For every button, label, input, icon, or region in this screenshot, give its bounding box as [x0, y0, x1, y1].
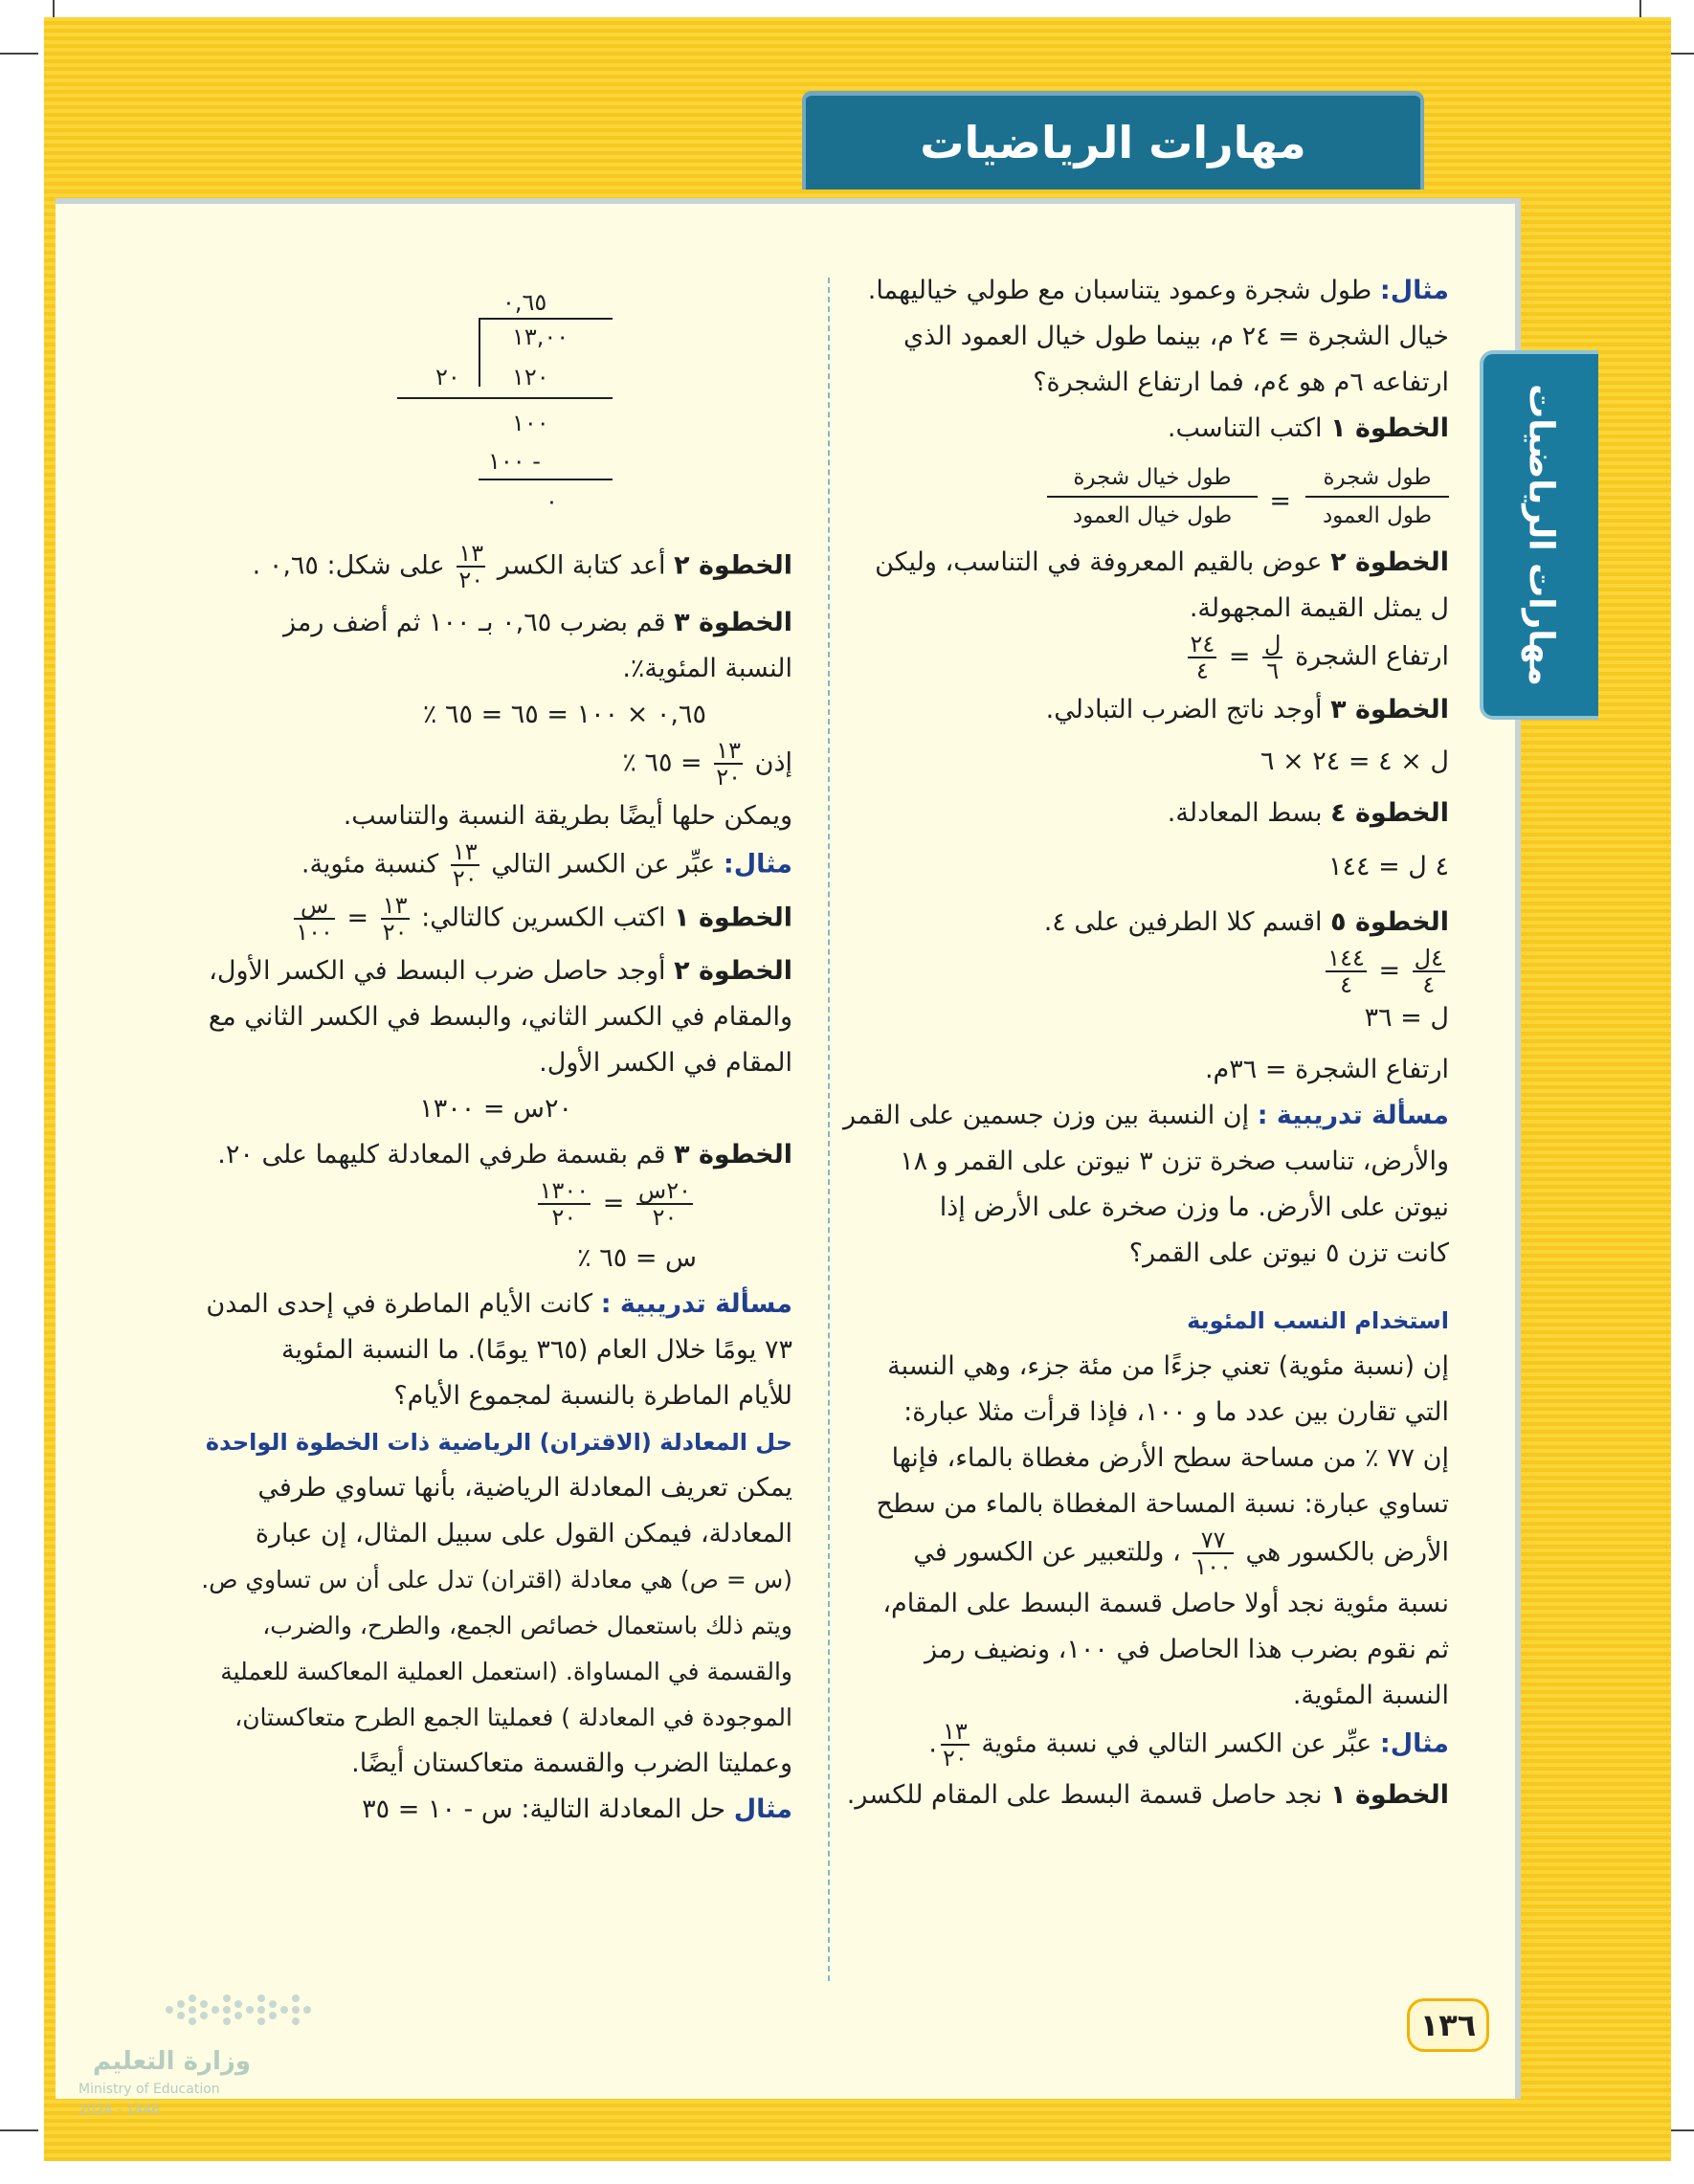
ministry-dots-icon [160, 1991, 323, 2029]
denominator: ٢٠ [942, 1745, 968, 1772]
division-bar [479, 479, 613, 480]
fraction [1262, 632, 1282, 683]
fraction [1413, 946, 1445, 997]
division-dividend: ١٣,٠٠ [512, 323, 569, 350]
section-heading: حل المعادلة (الاقتران) الرياضية ذات الخطوة الواحدة [205, 1429, 792, 1456]
page-title: مهارات الرياضيات [802, 91, 1424, 189]
numerator: ١٤٤ [1327, 945, 1365, 971]
step-text: أوجد حاصل ضرب البسط في الكسر الأول، [209, 956, 666, 986]
text-line: المقام في الكسر الأول. [539, 1048, 792, 1078]
text-line [843, 1093, 1449, 1139]
numerator: ٢٤ [1190, 631, 1215, 657]
text-line: ل يمثل القيمة المجهولة. [1189, 593, 1449, 623]
fraction [538, 1178, 591, 1230]
numerator: ٧٧ [1192, 1527, 1234, 1554]
text-line [209, 948, 792, 994]
text-line: والقسمة في المساواة. (استعمل العملية المعاكسة للعملية [220, 1658, 792, 1685]
text-line: ويمكن حلها أيضًا بطريقة النسبة والتناسب. [343, 801, 792, 831]
division-bar [479, 318, 613, 320]
step-text: أوجد ناتج الضرب التبادلي. [1045, 695, 1323, 724]
step-label: الخطوة ٣ [674, 608, 792, 637]
step-text: على شكل: ٠,٦٥ . [252, 550, 445, 581]
text-line [218, 1787, 792, 1833]
denominator: ٤ [1422, 971, 1436, 998]
step-label: الخطوة ١ [1330, 413, 1449, 443]
denominator: ٢٠ [551, 1204, 577, 1231]
proportion-denominator: طول العمود [1322, 503, 1433, 528]
fraction [636, 1178, 693, 1230]
text-line [846, 268, 1449, 314]
text-line [846, 1527, 1449, 1581]
text-line: الخطوة ١ اكتب الكسرين كالتالي: $\frac{١٣}{٢٠}$ = $\frac{\text{س}}{١٠٠}$ [296, 892, 792, 946]
text-line: (س = ص) هي معادلة (اقتران) تدل على أن س تساوي ص. [201, 1566, 792, 1593]
denominator: ٢٠ [652, 1204, 678, 1231]
text-line [846, 406, 1449, 452]
equation-line: ل = ٣٦ [1364, 1003, 1449, 1033]
example-text: عبِّر عن الكسر التالي في نسبة مئوية [981, 1728, 1372, 1759]
text-line: كانت تزن ٥ نيوتن على القمر؟ [1128, 1238, 1449, 1268]
fraction [941, 1719, 970, 1771]
text-line: ٧٣ يومًا خلال العام (٣٦٥ يومًا). ما النسبة المئوية [281, 1335, 792, 1365]
example-label: مثال: [723, 849, 792, 880]
step-label: الخطوة ٣ [1330, 695, 1449, 724]
equation-text: = ٦٥ ٪ [622, 747, 702, 778]
proportion-equation [846, 452, 1449, 540]
example-label: مثال: [1379, 1728, 1449, 1759]
division-row: ١٢٠ [512, 364, 549, 390]
page-number: ١٣٦ [1407, 1998, 1489, 2052]
equation-line [846, 946, 1449, 999]
text-line [218, 839, 792, 893]
text-line: النسبة المئوية. [1292, 1681, 1449, 1710]
equation-line: س = ٦٥ ٪ [577, 1243, 697, 1273]
numerator: ل [1264, 631, 1282, 657]
example-text: عبِّر عن الكسر التالي [491, 849, 716, 880]
denominator: ٢٠ [716, 764, 742, 791]
division-row: ١٠٠ [512, 410, 549, 436]
text-line [218, 1132, 792, 1178]
section-heading: استخدام النسب المئوية [1187, 1307, 1449, 1334]
text-line: نيوتن على الأرض. ما وزن صخرة على الأرض إذا [939, 1192, 1449, 1222]
answer-line: ارتفاع الشجرة = ٣٦م. [1204, 1055, 1449, 1084]
step-text: قم بقسمة طرفي المعادلة كليهما على ٢٠. [217, 1140, 666, 1170]
step-text: عوض بالقيم المعروفة في التناسب، وليكن [875, 547, 1323, 577]
step-text: قم بضرب ٠,٦٥ بـ ١٠٠ ثم أضف رمز [282, 608, 666, 637]
denominator: ٢٠ [458, 567, 484, 593]
example-text: طول شجرة وعمود يتناسبان مع طولي خياليهما. [867, 276, 1372, 305]
text-line: إن ٧٧ ٪ من مساحة سطح الأرض مغطاة بالماء، فإنها [891, 1443, 1449, 1473]
text-line: ثم نقوم بضرب هذا الحاصل في ١٠٠، ونضيف رمز [924, 1635, 1449, 1664]
step-text: اقسم كلا الطرفين على ٤. [1043, 907, 1323, 937]
fraction [1326, 946, 1367, 997]
text-line: مثال: عبِّر عن الكسر التالي في نسبة مئوية $\frac{١٣}{٢٠}$ . [928, 1718, 1449, 1772]
step-label: الخطوة ٤ [1330, 798, 1449, 828]
equation-line [218, 738, 792, 793]
text-line [846, 1772, 1449, 1818]
then-label: إذن [754, 747, 792, 778]
denominator: ٢٠ [382, 919, 408, 946]
fraction [1188, 632, 1216, 683]
fraction [1192, 1527, 1234, 1579]
practice-text: كانت الأيام الماطرة في إحدى المدن [206, 1289, 593, 1319]
numerator: ١٣ [716, 737, 742, 764]
denominator: ٤ [1195, 657, 1209, 684]
numerator: ٤ل [1414, 945, 1443, 971]
step-text: أعد كتابة الكسر [497, 550, 666, 581]
equals-sign: = [1378, 955, 1401, 986]
step-label: الخطوة ٥ [1330, 907, 1449, 937]
numerator: ١٣ [458, 540, 484, 567]
example-text: كنسبة مئوية. [301, 849, 439, 880]
numerator: ١٣٠٠ [539, 1177, 590, 1204]
text-line: التي تقارن بين عدد ما و ١٠٠، فإذا قرأت مثلا عبارة: [903, 1397, 1449, 1427]
ministry-name-en: Ministry of Education [78, 2082, 220, 2097]
step-label: الخطوة ٢ [1330, 547, 1449, 577]
long-division [383, 278, 622, 526]
text-line [218, 541, 792, 600]
text-line: الموجودة في المعادلة ) فعمليتا الجمع الطرح متعاكستان، [234, 1704, 792, 1731]
numerator: ١٣ [942, 1718, 968, 1745]
numerator: ٢٠س [637, 1177, 691, 1204]
example-text: حل المعادلة التالية: س - ١٠ = ٣٥ [362, 1794, 726, 1824]
equation-line: ٤ ل = ١٤٤ [1327, 852, 1449, 881]
step-label: الخطوة ٣ [674, 1140, 792, 1170]
example-label: مثال: [1379, 276, 1449, 305]
text-span: الأرض بالكسور هي [1245, 1537, 1449, 1568]
fraction [381, 893, 410, 945]
denominator: ٦ [1266, 657, 1280, 684]
text-line [846, 900, 1449, 946]
equals-sign: = [1269, 486, 1291, 516]
text-line: والمقام في الكسر الثاني، والبسط في الكسر الثاني مع [208, 1002, 792, 1032]
proportion-numerator: طول شجرة [1305, 459, 1449, 498]
text-line [846, 791, 1449, 836]
right-column [843, 268, 1449, 1818]
text-line: يمكن تعريف المعادلة الرياضية، بأنها تساوي طرفي [257, 1473, 792, 1503]
equation-label: ارتفاع الشجرة [1295, 641, 1449, 672]
equation-line: ل × ٤ = ٢٤ × ٦ [1259, 747, 1449, 776]
step-text: نجد حاصل قسمة البسط على المقام للكسر. [846, 1780, 1323, 1810]
numerator: ١٣ [382, 892, 408, 919]
step-label: الخطوة ١ [1330, 1780, 1449, 1810]
step-text: اكتب التناسب. [1167, 413, 1323, 443]
denominator: ١٠٠ [1194, 1553, 1232, 1580]
text-line: وعمليتا الضرب والقسمة متعاكستان أيضًا. [351, 1749, 792, 1778]
text-line: تساوي عبارة: نسبة المساحة المغطاة بالماء من سطح [876, 1489, 1449, 1519]
step-label: الخطوة ٢ [674, 956, 792, 986]
denominator: ١٠٠ [296, 919, 333, 946]
division-bracket [479, 318, 480, 387]
division-row: - ١٠٠ [488, 448, 541, 475]
text-line: للأيام الماطرة بالنسبة لمجموع الأيام؟ [393, 1381, 792, 1411]
left-column [201, 540, 792, 1833]
equation-line: ٠,٦٥ × ١٠٠ = ٦٥ = ٦٥ ٪ [422, 700, 706, 729]
denominator: ٤ [1340, 971, 1352, 998]
ministry-logo [78, 1986, 327, 2139]
text-line [218, 600, 792, 646]
text-line: المعادلة، فيمكن القول على سبيل المثال، إن عبارة [255, 1519, 792, 1549]
crop-mark [0, 2129, 38, 2131]
division-quotient: ٠,٦٥ [502, 289, 547, 316]
text-line: ويتم ذلك باستعمال خصائص الجمع، والطرح، والضرب، [262, 1612, 792, 1639]
text-line: نسبة مئوية نجد أولا حاصل قسمة البسط على المقام، [882, 1589, 1449, 1618]
equation-line [846, 632, 1449, 687]
proportion-denominator: طول خيال العمود [1072, 503, 1233, 528]
edition-year: 2024 - 1446 [78, 2103, 161, 2118]
practice-label: مسألة تدريبية : [1257, 1101, 1449, 1130]
fraction [294, 893, 335, 945]
numerator: س [294, 893, 335, 920]
example-label: مثال [733, 1794, 792, 1824]
text-line: النسبة المئوية٪. [622, 654, 792, 683]
side-tab-label: مهارات الرياضيات [1521, 384, 1561, 686]
equals-sign: = [1228, 641, 1251, 672]
text-line [846, 687, 1449, 733]
proportion-numerator: طول خيال شجرة [1047, 459, 1258, 498]
ministry-name: وزارة التعليم [93, 2047, 251, 2076]
text-line: ارتفاعه ٦م هو ٤م، فما ارتفاع الشجرة؟ [1033, 368, 1449, 397]
numerator: ١٣ [452, 838, 478, 865]
text-line [846, 540, 1449, 586]
side-tab [1480, 350, 1598, 720]
step-text: بسط المعادلة. [1167, 798, 1323, 828]
text-span: ، وللتعبير عن الكسور في [913, 1537, 1181, 1568]
practice-label: مسألة تدريبية : [600, 1289, 792, 1319]
text-line: إن (نسبة مئوية) تعني جزءًا من مئة جزء، وهي النسبة [887, 1351, 1449, 1381]
step-text: اكتب الكسرين كالتالي: [421, 903, 666, 933]
equation-line: ٢٠س = ١٣٠٠ [419, 1094, 572, 1124]
practice-text: إن النسبة بين وزن جسمين على القمر [843, 1101, 1250, 1130]
division-divisor: ٢٠ [435, 364, 460, 390]
text-line: والأرض، تناسب صخرة تزن ٣ نيوتن على القمر و ١٨ [900, 1147, 1449, 1176]
text-line: خيال الشجرة = ٢٤ م، بينما طول خيال العمود الذي [903, 322, 1449, 351]
division-row: ٠ [546, 488, 558, 515]
column-divider [828, 278, 830, 1981]
fraction [451, 839, 479, 891]
text-line [206, 1281, 792, 1327]
denominator: ٢٠ [452, 865, 478, 892]
division-bar [397, 397, 613, 399]
step-label: الخطوة ١ [674, 903, 792, 933]
equation-line: $\frac{\text{٢٠س}}{٢٠}$ = $\frac{١٣٠٠}{٢٠}$ [539, 1177, 691, 1231]
crop-mark [0, 53, 38, 55]
step-label: الخطوة ٢ [674, 550, 792, 581]
fraction [457, 541, 485, 592]
fraction [714, 738, 743, 790]
